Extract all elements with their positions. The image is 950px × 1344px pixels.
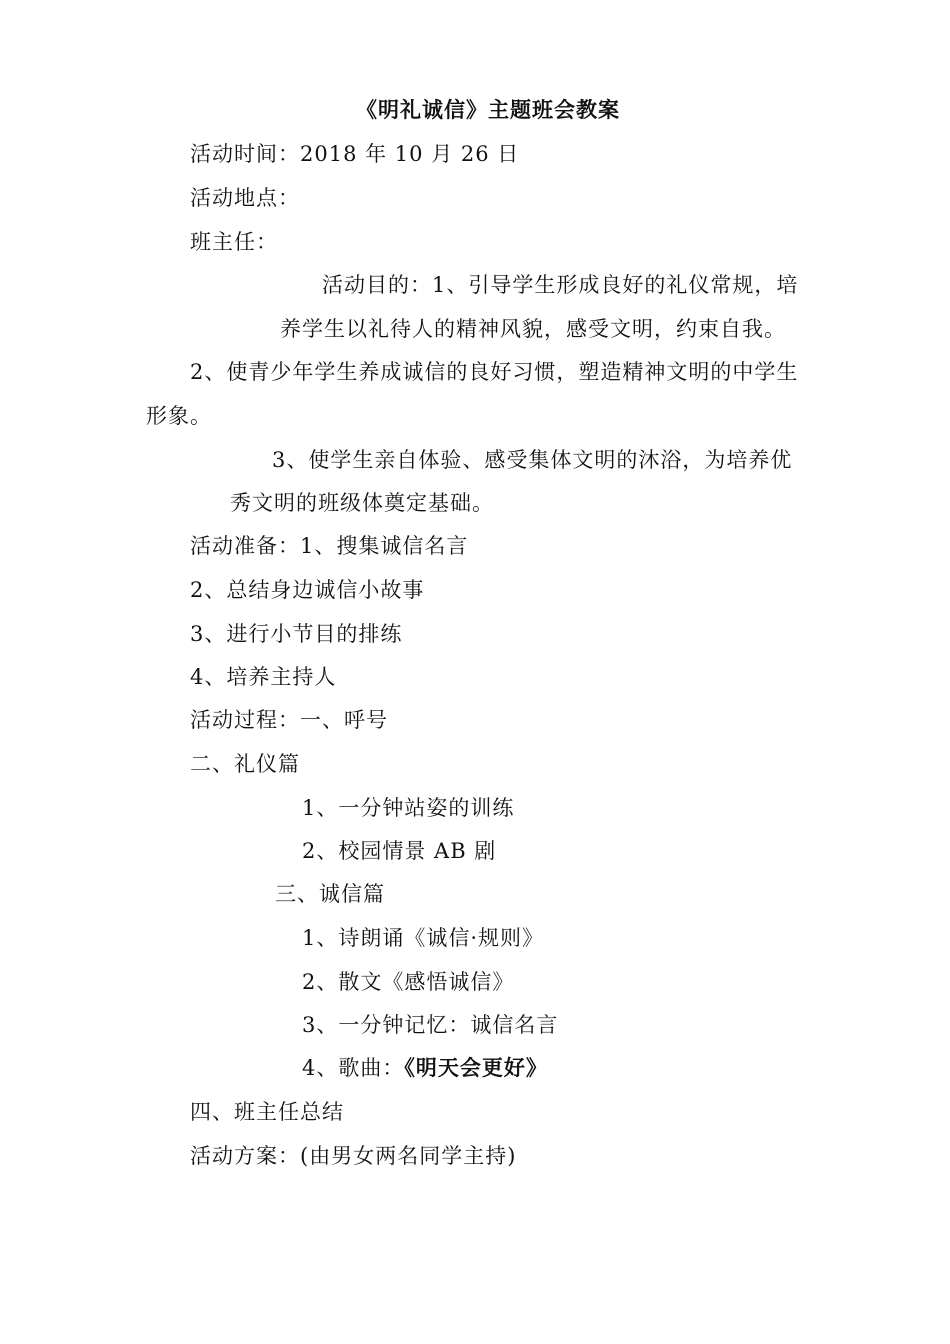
etiquette-item-1: 1、一分钟站姿的训练	[302, 796, 515, 820]
goal-2-line-a: 2、使青少年学生养成诚信的良好习惯，塑造精神文明的中学生	[190, 360, 799, 384]
goal-3-line-b: 秀文明的班级体奠定基础。	[230, 491, 494, 515]
process-step-4: 四、班主任总结	[190, 1100, 344, 1124]
integrity-item-1: 1、诗朗诵《诚信·规则》	[302, 926, 545, 950]
etiquette-item-2: 2、校园情景 AB 剧	[302, 839, 497, 863]
class-teacher: 班主任：	[190, 230, 278, 254]
activity-time: 活动时间：2018 年 10 月 26 日	[190, 142, 520, 166]
goal-3-line-a: 3、使学生亲自体验、感受集体文明的沐浴，为培养优	[272, 448, 793, 472]
integrity-item-2: 2、散文《感悟诚信》	[302, 970, 515, 994]
prep-item-2: 2、总结身边诚信小故事	[190, 578, 425, 602]
process-step-1: 活动过程：一、呼号	[190, 708, 388, 732]
activity-place: 活动地点：	[190, 186, 300, 210]
goal-1-line-a: 活动目的：1、引导学生形成良好的礼仪常规，培	[322, 273, 799, 297]
activity-plan: 活动方案：(由男女两名同学主持)	[190, 1144, 517, 1168]
document-title: 《明礼诚信》主题班会教案	[356, 97, 620, 122]
integrity-item-4	[302, 1054, 548, 1082]
prep-item-1: 活动准备：1、搜集诚信名言	[190, 534, 469, 558]
process-step-3: 三、诚信篇	[275, 882, 385, 906]
prep-item-3: 3、进行小节目的排练	[190, 622, 403, 646]
integrity-item-4-song: 《明天会更好》	[404, 1055, 548, 1080]
goal-1-line-b: 养学生以礼待人的精神风貌，感受文明，约束自我。	[280, 317, 786, 341]
integrity-item-4-prefix: 4、歌曲：	[302, 1056, 405, 1080]
process-step-2: 二、礼仪篇	[190, 752, 300, 776]
goal-2-line-b: 形象。	[146, 404, 212, 428]
prep-item-4: 4、培养主持人	[190, 665, 337, 689]
integrity-item-3: 3、一分钟记忆：诚信名言	[302, 1013, 559, 1037]
